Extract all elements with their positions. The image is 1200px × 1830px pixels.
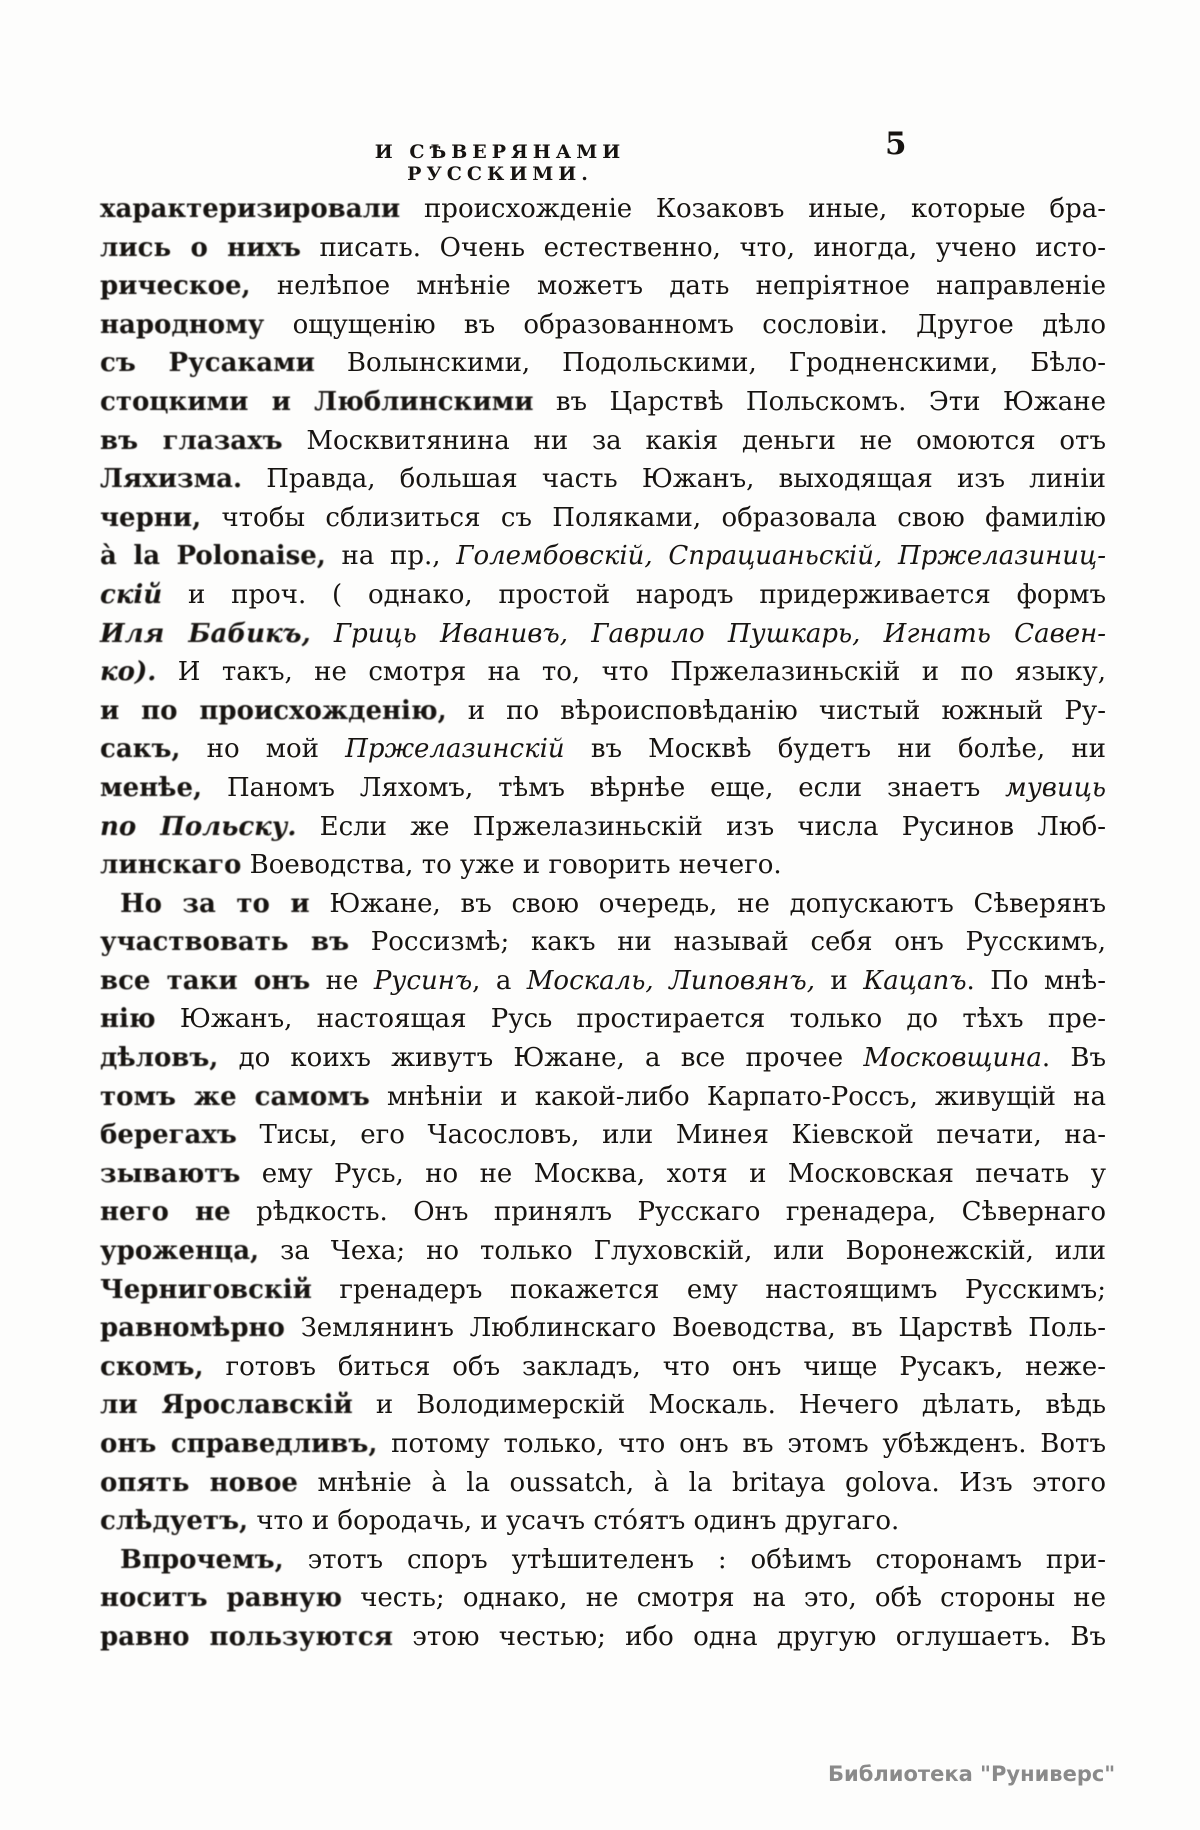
text-run: за Чеха; но только Глуховскій, или Воронежскій, или (259, 1236, 1106, 1267)
text-line (100, 190, 1106, 229)
text-run: равно пользуются (100, 1621, 393, 1652)
text-run: въ глазахъ (100, 425, 283, 456)
text-line (100, 1078, 1106, 1117)
text-run: характеризировали (100, 194, 401, 224)
text-run: честь; однако, не смотря на это, обѣ стороны не (341, 1583, 1106, 1614)
text-run: опять новое (100, 1467, 298, 1498)
library-watermark: Библиотека "Руниверс" (828, 1762, 1116, 1786)
text-run: все таки онъ (100, 965, 311, 996)
text-line (100, 537, 1106, 576)
text-line (100, 267, 1106, 306)
text-run: берегахъ (100, 1120, 237, 1151)
text-run: Впрочемъ, (120, 1544, 284, 1575)
paragraph (100, 1541, 1106, 1657)
text-run: ли Ярославскій (100, 1390, 353, 1421)
text-run: что и бородачь, и усачъ сто́ятъ одинъ другаго. (248, 1506, 900, 1537)
text-run: Воеводства, то уже и говорить нечего. (241, 850, 782, 881)
text-run: нелѣпое мнѣніе можетъ дать непріятное направленіе (250, 271, 1106, 302)
text-line (100, 962, 1106, 1001)
paragraph (100, 885, 1106, 1541)
text-line (100, 1386, 1106, 1425)
text-run: Волынскими, Подольскими, Гродненскими, Бѣло- (314, 348, 1106, 379)
text-run: до коихъ живутъ Южане, а все прочее (218, 1043, 864, 1074)
page-number: 5 (885, 126, 907, 162)
text-run: ему Русь, но не Москва, хотя и Московская печать у (240, 1158, 1106, 1189)
text-line (100, 460, 1106, 499)
text-run: и Володимерскій Москаль. Нечего дѣлать, вѣдь (352, 1390, 1106, 1421)
text-line (100, 1039, 1106, 1078)
text-run: но мой (180, 734, 346, 765)
text-run: народному (100, 309, 265, 340)
text-run: этотъ споръ утѣшителенъ : обѣимъ сторонамъ при- (283, 1544, 1106, 1575)
text-line (100, 344, 1106, 383)
text-line (100, 1116, 1106, 1155)
text-line (100, 1618, 1106, 1657)
text-line (100, 1502, 1106, 1541)
text-line (100, 422, 1106, 461)
text-line (100, 1348, 1106, 1387)
paragraph (100, 190, 1106, 885)
text-run: Россизмѣ; какъ ни называй себя онъ Русскимъ, (349, 927, 1106, 958)
text-line (100, 1541, 1106, 1580)
text-line (100, 306, 1106, 345)
text-run: мнѣніе à la oussatch, à la britaya golova. Изъ этого (297, 1467, 1106, 1498)
text-run: зываютъ (100, 1158, 241, 1189)
text-line (100, 885, 1106, 924)
text-run: Москаль, Липовянъ, (526, 965, 815, 996)
text-line (100, 1464, 1106, 1503)
text-run: Южане, въ свою очередь, не допускаютъ Сѣверянъ (309, 888, 1106, 919)
text-line (100, 1271, 1106, 1310)
text-run: томъ же самомъ (100, 1081, 370, 1112)
text-line (100, 499, 1106, 538)
text-run: скій (100, 579, 163, 610)
text-run: Гриць Иванивъ, Гаврило Пушкарь, Игнать Савен- (310, 618, 1107, 649)
text-line (100, 1425, 1106, 1464)
text-line (100, 808, 1106, 847)
text-line (100, 1309, 1106, 1348)
text-run: не (310, 965, 374, 996)
text-line (100, 229, 1106, 268)
text-run: этою честью; ибо одна другую оглушаетъ. Въ (392, 1621, 1106, 1652)
text-run: гренадеръ покажется ему настоящимъ Русскимъ; (311, 1274, 1106, 1305)
text-run: скомъ, (100, 1351, 204, 1382)
text-run: въ Царствѣ Польскомъ. Эти Южане (533, 386, 1106, 417)
text-run: , а (472, 965, 527, 996)
text-run: рическое, (100, 271, 251, 302)
text-run: менѣе, (100, 772, 203, 803)
text-run: Тисы, его Часословъ, или Минея Кіевской печати, на- (236, 1120, 1106, 1151)
text-run: писать. Очень естественно, что, иногда, учено исто- (300, 232, 1106, 263)
text-run: онъ справедливъ, (100, 1429, 378, 1459)
text-run: Паномъ Ляхомъ, тѣмъ вѣрнѣе еще, если знаетъ (202, 772, 1006, 803)
text-line (100, 1000, 1106, 1039)
text-run: равномѣрно (100, 1313, 285, 1344)
text-run: Правда, большая часть Южанъ, выходящая изъ линіи (242, 464, 1106, 495)
text-run: нію (100, 1004, 156, 1035)
text-run: стоцкими и Люблинскими (100, 386, 534, 417)
text-run: Русинъ (373, 965, 473, 996)
text-run: мувиць (1005, 772, 1106, 803)
text-run: съ Русаками (100, 348, 315, 379)
text-line (100, 1232, 1106, 1271)
text-run: Но за то и (120, 888, 310, 919)
text-run: готовъ биться объ закладъ, что онъ чище Русакъ, неже- (203, 1351, 1106, 1382)
text-run: . Въ (1041, 1043, 1106, 1074)
text-run: И такъ, не смотря на то, что Пржелазиньскій и по языку, (156, 657, 1106, 688)
text-run: и (814, 965, 864, 996)
text-run: черни, (100, 502, 202, 533)
text-line (100, 730, 1106, 769)
text-run: Землянинъ Люблинскаго Воеводства, въ Царствѣ Поль- (284, 1313, 1106, 1344)
text-run: Южанъ, настоящая Русь простирается только до тѣхъ пре- (155, 1004, 1106, 1035)
text-line (100, 1155, 1106, 1194)
text-run: въ Москвѣ будетъ ни болѣе, ни (564, 734, 1107, 765)
text-run: него не (100, 1197, 231, 1228)
text-run: сакъ, (100, 734, 181, 765)
text-line (100, 846, 1106, 885)
text-run: дѣловъ, (100, 1043, 219, 1074)
text-line (100, 615, 1106, 654)
text-run: происхожденіе Козаковъ иные, которые бра- (400, 194, 1106, 224)
text-run: лись о нихъ (100, 232, 301, 263)
text-run: Московщина (863, 1043, 1042, 1074)
text-run: на пр., (325, 541, 457, 572)
text-line (100, 1193, 1106, 1232)
text-run: слѣдуетъ, (100, 1506, 249, 1537)
text-line (100, 692, 1106, 731)
text-run: и по происхожденію, (100, 695, 447, 726)
text-line (100, 383, 1106, 422)
text-line (100, 923, 1106, 962)
text-run: участвовать въ (100, 927, 350, 958)
text-line (100, 1579, 1106, 1618)
text-run: ощущенію въ образованномъ сословіи. Другое дѣло (264, 309, 1106, 340)
text-run: Москвитянина ни за какія деньги не омоются отъ (282, 425, 1106, 456)
text-run: Пржелазинскій (345, 734, 565, 765)
text-run: линскаго (100, 850, 242, 881)
running-header: И СѢВЕРЯНАМИ РУССКИМИ. (374, 141, 626, 185)
text-run: уроженца, (100, 1236, 260, 1267)
text-run: Иля Бабикъ, (100, 618, 311, 649)
text-run: потому только, что онъ въ этомъ убѣжденъ. Вотъ (377, 1429, 1106, 1459)
text-run: . По мнѣ- (966, 965, 1107, 996)
text-line (100, 769, 1106, 808)
text-run: по Польску. (100, 811, 297, 842)
text-run: Если же Пржелазиньскій изъ числа Русинов Люб- (296, 811, 1107, 842)
text-run: Черниговскій (100, 1274, 312, 1305)
text-line (100, 653, 1106, 692)
body-text (100, 190, 1106, 1657)
text-run: ко). (100, 657, 157, 688)
text-run: Ляхизма. (100, 464, 243, 495)
text-run: мнѣніи и какой-либо Карпато-Россъ, живущій на (369, 1081, 1106, 1112)
text-run: и по вѣроисповѣданію чистый южный Ру- (446, 695, 1107, 726)
text-run: à la Polonaise, (100, 541, 326, 572)
text-run: Голембовскій, Спрацианьскій, Пржелазиниц- (456, 541, 1106, 572)
text-run: Кацапъ (863, 965, 967, 996)
text-run: и проч. ( однако, простой народъ придерживается формъ (162, 579, 1106, 610)
text-run: рѣдкость. Онъ принялъ Русскаго гренадера, Сѣвернаго (230, 1197, 1106, 1228)
text-run: чтобы сблизиться съ Поляками, образовала свою фамилію (201, 502, 1106, 533)
text-run: носитъ равную (100, 1583, 342, 1614)
text-line (100, 576, 1106, 615)
